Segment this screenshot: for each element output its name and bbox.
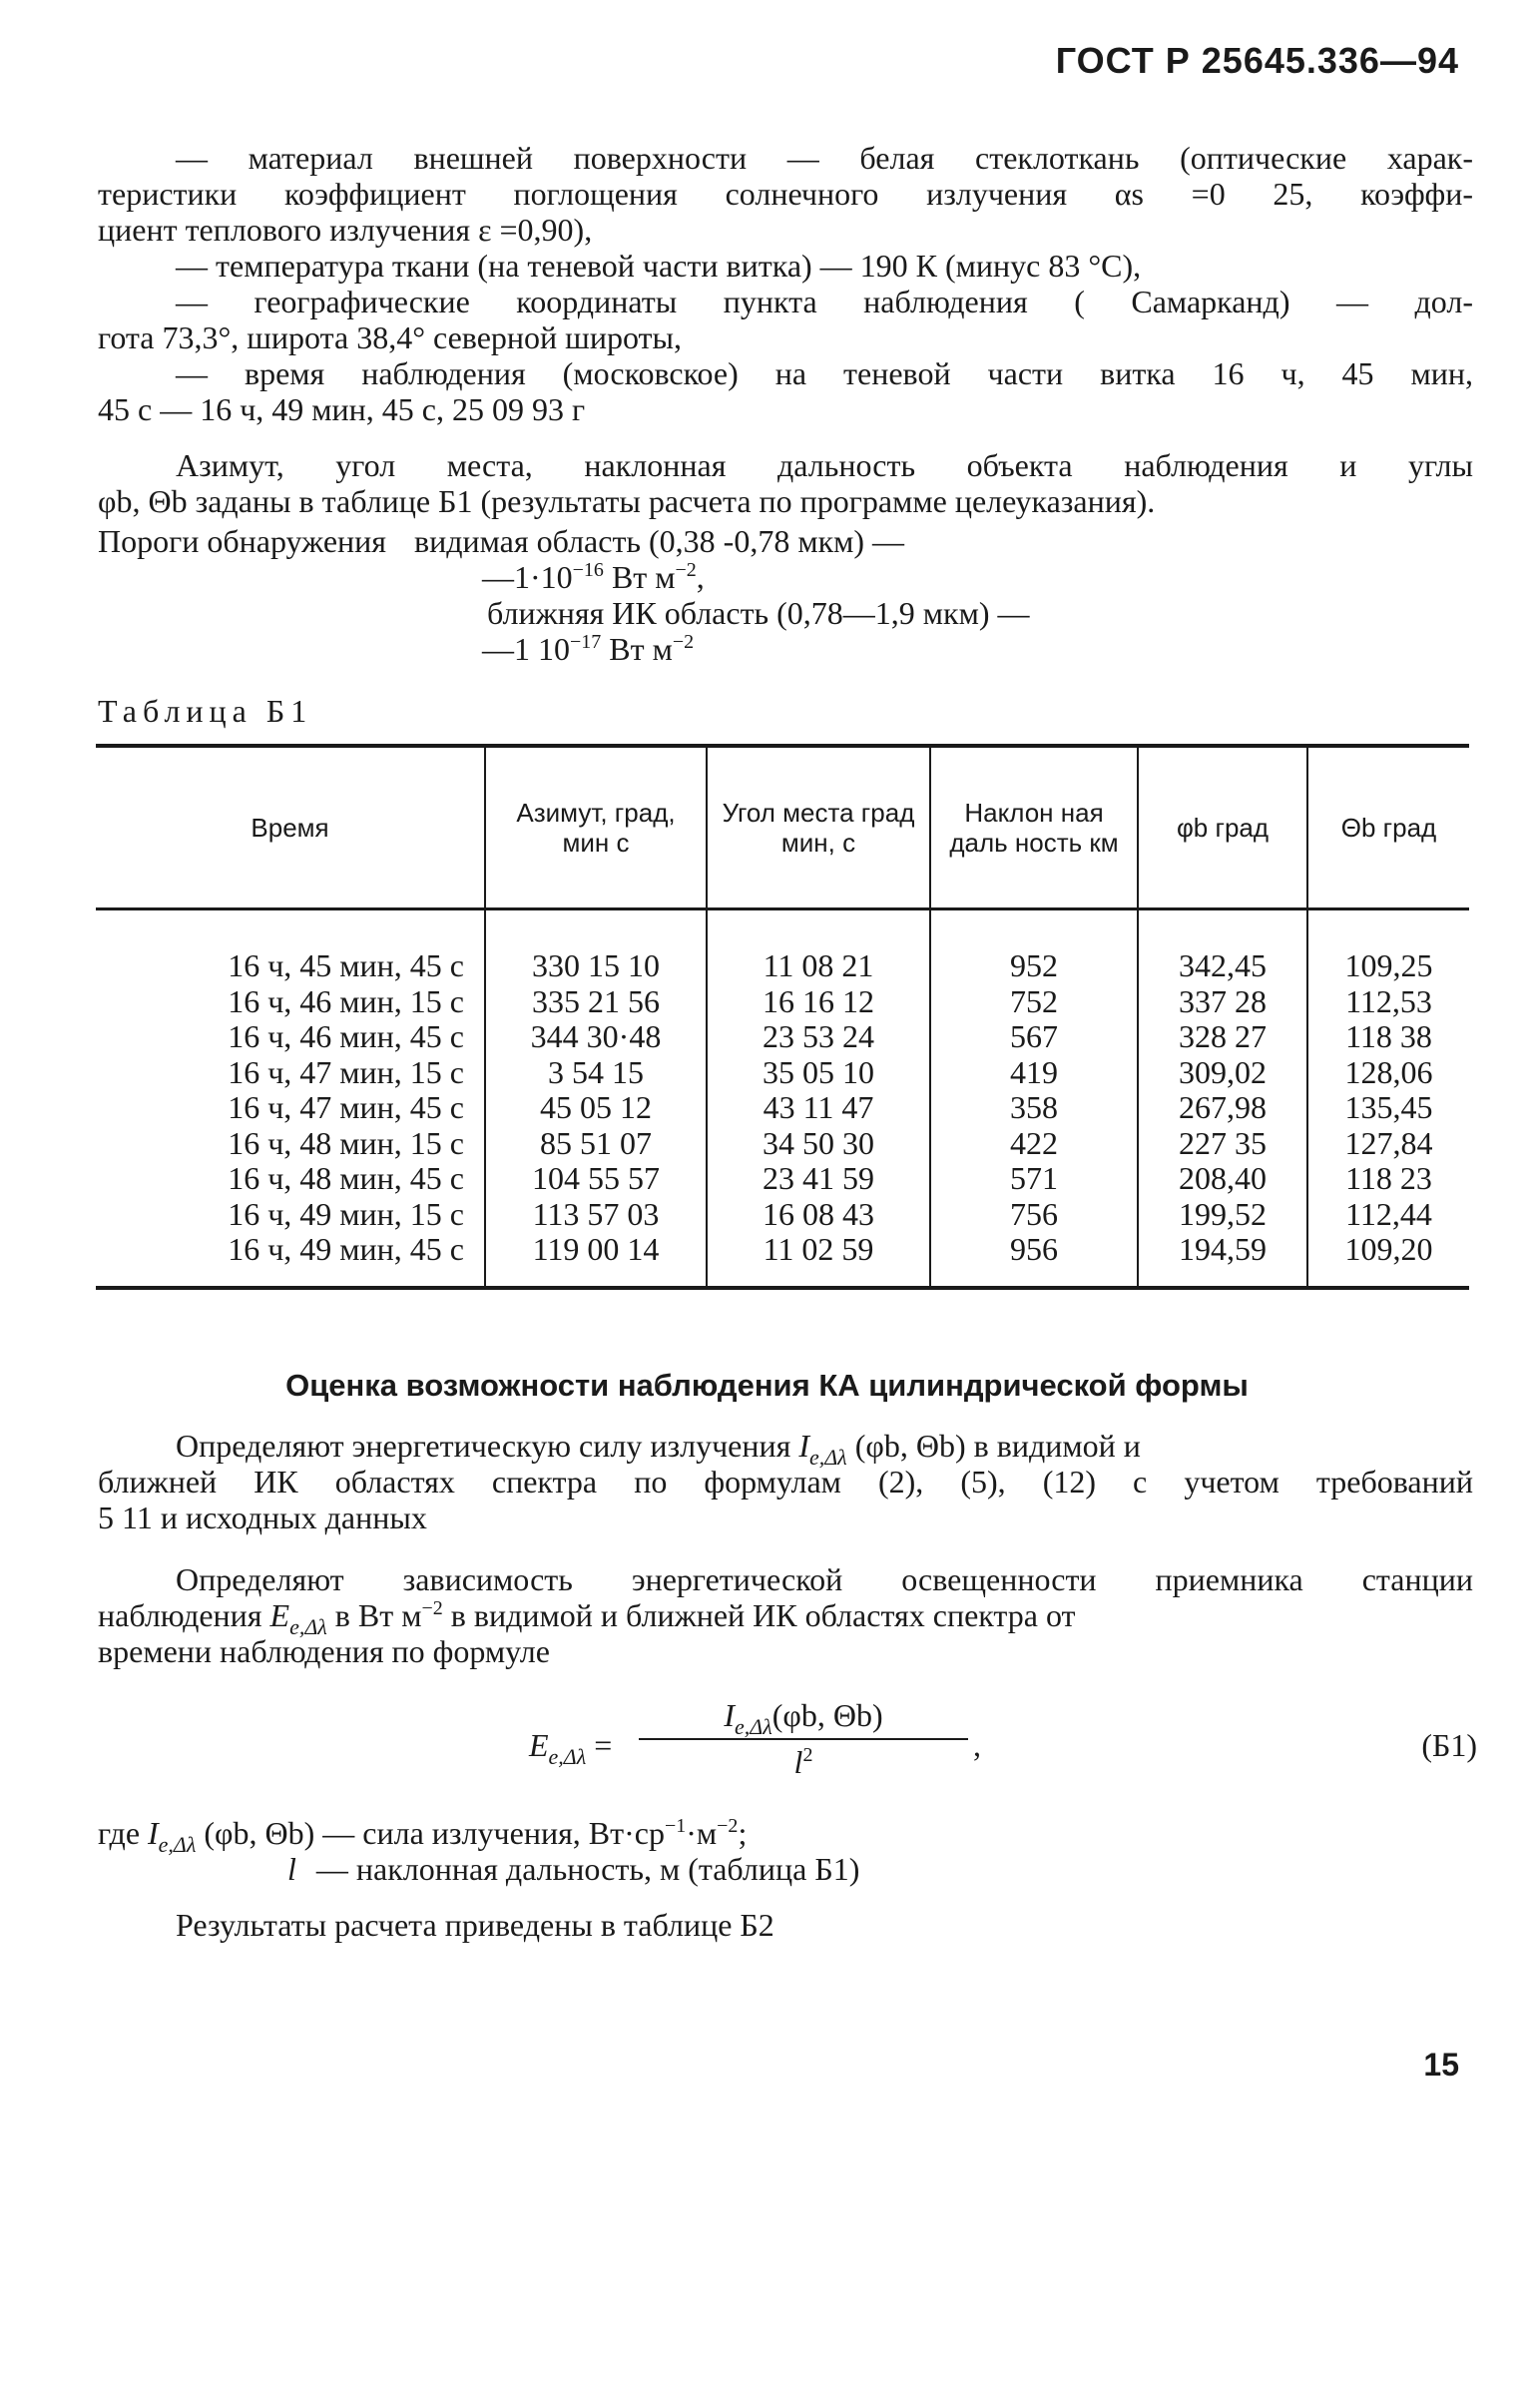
formula-fraction	[639, 1697, 968, 1781]
where-def2: — наклонная дальность, м (таблица Б1)	[315, 1851, 860, 1887]
table-row	[96, 1019, 1469, 1055]
header-range: Наклон ная даль ность км	[930, 746, 1138, 909]
intro-line: циент теплового излучения ε =0,90),	[98, 212, 593, 248]
table-row	[96, 1090, 1469, 1126]
where-definitions: где $I_{e,\Delta\lambda}$ (φb, Θb) — сила излучения, $Вт\cdot ср^{-1}\cdot м^{-2}$; l — наклонная дальность, м (таблица Б1)	[98, 1815, 860, 1887]
equation-number: (Б1)	[1421, 1727, 1477, 1763]
p1-line: 5 11 и исходных данных	[98, 1500, 427, 1535]
p2-text-c: в видимой и ближней ИК областях спектра от	[450, 1597, 1076, 1633]
p2-text-a: наблюдения	[98, 1597, 262, 1633]
table-b1	[96, 744, 1469, 1290]
cell-theta: 109,20	[1307, 1232, 1469, 1288]
cell-elevation: 11 08 21	[707, 909, 930, 984]
thresholds-label: Пороги обнаружения	[98, 523, 386, 559]
intro-line: 45 с — 16 ч, 49 мин, 45 с, 25 09 93 г	[98, 391, 586, 427]
cell-theta: 135,45	[1307, 1090, 1469, 1126]
cell-azimuth: 344 30·48	[485, 1019, 707, 1055]
cell-time: 16 ч, 48 мин, 15 с	[228, 1124, 464, 1161]
cell-elevation: 34 50 30	[707, 1126, 930, 1162]
threshold-unit-exp: −2	[672, 631, 695, 653]
cell-time: 16 ч, 47 мин, 15 с	[228, 1053, 464, 1090]
cell-time: 16 ч, 49 мин, 15 с	[228, 1195, 464, 1232]
cell-elevation: 23 41 59	[707, 1161, 930, 1197]
nir-threshold-value: —1 10	[482, 631, 570, 667]
cell-elevation: 35 05 10	[707, 1055, 930, 1091]
cell-theta: 118 38	[1307, 1019, 1469, 1055]
intro-list	[98, 140, 1473, 427]
paragraph-illuminance	[98, 1561, 1473, 1669]
cell-phi: 328 27	[1138, 1019, 1307, 1055]
intro-line: гота 73,3°, широта 38,4° северной широты,	[98, 319, 682, 355]
header-time: Время	[96, 746, 485, 909]
cell-azimuth: 45 05 12	[485, 1090, 707, 1126]
cell-azimuth: 104 55 57	[485, 1161, 707, 1197]
threshold-unit-exp: −2	[675, 559, 697, 581]
result-note: Результаты расчета приведены в таблице Б2	[176, 1907, 774, 1943]
document-id: ГОСТ Р 25645.336—94	[1055, 40, 1459, 81]
illuminance-sub: e,Δλ	[289, 1614, 327, 1639]
table-row	[96, 1161, 1469, 1197]
section-title: Оценка возможности наблюдения КА цилиндрической формы	[285, 1368, 1249, 1403]
cell-phi: 342,45	[1138, 909, 1307, 984]
cell-theta: 127,84	[1307, 1126, 1469, 1162]
p1-line: ближней ИК областях спектра по формулам (2), (5), (12) с учетом требований	[98, 1464, 1473, 1500]
page-number: 15	[1423, 2047, 1459, 2083]
table-header-row	[96, 746, 1469, 909]
cell-range: 571	[930, 1161, 1138, 1197]
cell-phi: 309,02	[1138, 1055, 1307, 1091]
table-row	[96, 1055, 1469, 1091]
cell-time: 16 ч, 49 мин, 45 с	[228, 1231, 464, 1267]
table-row	[96, 1232, 1469, 1288]
formula-b1: $E_{e,\Delta\lambda}$ = $\frac{I_{e,\Delta\lambda}(\varphi b, \Theta b)}{l^2}$ , (Б1)	[529, 1697, 1477, 1780]
cell-azimuth: 3 54 15	[485, 1055, 707, 1091]
table-row	[96, 1197, 1469, 1233]
cell-phi: 267,98	[1138, 1090, 1307, 1126]
header-azimuth: Азимут, град, мин с	[485, 746, 707, 909]
intro-line: — температура ткани (на теневой части витка) — 190 К (минус 83 °С),	[176, 248, 1142, 284]
visible-range: видимая область (0,38 -0,78 мкм) —	[413, 523, 905, 559]
cell-time: 16 ч, 46 мин, 45 с	[228, 1018, 464, 1054]
cell-theta: 109,25	[1307, 909, 1469, 984]
table-row	[96, 1126, 1469, 1162]
table-row	[96, 984, 1469, 1020]
cell-range: 419	[930, 1055, 1138, 1091]
nir-threshold-exp: −17	[570, 631, 602, 653]
where-lead: где	[98, 1815, 141, 1851]
cell-phi: 337 28	[1138, 984, 1307, 1020]
cell-range: 358	[930, 1090, 1138, 1126]
where-def2-symbol: l	[287, 1851, 296, 1887]
formula-denominator: $l^2$	[793, 1744, 813, 1780]
header-theta: Θb град	[1307, 746, 1469, 909]
p1-text-a: Определяют энергетическую силу излучения	[176, 1428, 791, 1464]
azimuth-line: φb, Θb заданы в таблице Б1 (результаты расчета по программе целеуказания).	[98, 483, 1156, 519]
cell-elevation: 16 16 12	[707, 984, 930, 1020]
nir-range: ближняя ИК область (0,78—1,9 мкм) —	[487, 595, 1030, 631]
cell-range: 422	[930, 1126, 1138, 1162]
p1-text-b: в видимой и	[973, 1428, 1141, 1464]
p2-text-b: в Вт м	[334, 1597, 422, 1633]
cell-range: 756	[930, 1197, 1138, 1233]
cell-elevation: 43 11 47	[707, 1090, 930, 1126]
cell-phi: 194,59	[1138, 1232, 1307, 1288]
header-phi: φb град	[1138, 746, 1307, 909]
cell-azimuth: 113 57 03	[485, 1197, 707, 1233]
cell-phi: 208,40	[1138, 1161, 1307, 1197]
header-elevation: Угол места град мин, с	[707, 746, 930, 909]
thresholds	[98, 523, 1473, 667]
cell-theta: 112,53	[1307, 984, 1469, 1020]
illuminance-symbol: E	[269, 1597, 290, 1633]
cell-azimuth: 330 15 10	[485, 909, 707, 984]
p2-line: Определяют зависимость энергетической освещенности приемника станции	[176, 1561, 1473, 1597]
p2-line: времени наблюдения по формуле	[98, 1633, 550, 1669]
azimuth-line: Азимут, угол места, наклонная дальность объекта наблюдения и углы	[176, 447, 1473, 483]
intensity-args: (φb, Θb)	[854, 1428, 966, 1464]
intensity-sub: e,Δλ	[808, 1445, 847, 1470]
cell-time: 16 ч, 47 мин, 45 с	[228, 1089, 464, 1125]
cell-range: 956	[930, 1232, 1138, 1288]
cell-range: 952	[930, 909, 1138, 984]
intro-line: — материал внешней поверхности — белая стеклоткань (оптические харак-	[176, 140, 1473, 176]
visible-threshold-exp: −16	[572, 559, 604, 581]
cell-azimuth: 85 51 07	[485, 1126, 707, 1162]
visible-threshold-value: —1·10	[482, 559, 573, 595]
cell-theta: 118 23	[1307, 1161, 1469, 1197]
formula-lhs: E	[529, 1727, 549, 1763]
cell-theta: 128,06	[1307, 1055, 1469, 1091]
formula-numerator: $I_{e,\Delta\lambda}(\varphi b$, Θb)	[639, 1697, 968, 1740]
formula-comma: ,	[973, 1727, 981, 1763]
cell-range: 567	[930, 1019, 1138, 1055]
cell-time: 16 ч, 45 мин, 45 с	[228, 947, 464, 983]
cell-theta: 112,44	[1307, 1197, 1469, 1233]
cell-time: 16 ч, 46 мин, 15 с	[228, 982, 464, 1019]
paragraph-intensity	[98, 1428, 1473, 1535]
table-row	[96, 909, 1469, 984]
cell-time: 16 ч, 48 мин, 45 с	[228, 1160, 464, 1196]
cell-azimuth: 335 21 56	[485, 984, 707, 1020]
table-caption: Таблица Б1	[98, 693, 313, 729]
cell-elevation: 16 08 43	[707, 1197, 930, 1233]
cell-elevation: 11 02 59	[707, 1232, 930, 1288]
azimuth-paragraph	[98, 447, 1473, 519]
intensity-symbol: I	[798, 1428, 809, 1464]
where-def1: (φb, Θb) — сила излучения, Вт·ср	[204, 1815, 665, 1851]
threshold-unit: Вт м	[611, 559, 676, 595]
visible-threshold-tail: ,	[696, 559, 705, 595]
cell-range: 752	[930, 984, 1138, 1020]
threshold-unit: Вт м	[609, 631, 673, 667]
intro-line: — географические координаты пункта наблюдения ( Самарканд) — дол-	[176, 284, 1473, 319]
cell-elevation: 23 53 24	[707, 1019, 930, 1055]
formula-lhs-sub: e,Δλ	[548, 1744, 587, 1769]
intro-line: — время наблюдения (московское) на теневой части витка 16 ч, 45 мин,	[176, 355, 1473, 391]
cell-phi: 199,52	[1138, 1197, 1307, 1233]
cell-phi: 227 35	[1138, 1126, 1307, 1162]
cell-azimuth: 119 00 14	[485, 1232, 707, 1288]
p2-unit-exp: −2	[421, 1597, 443, 1619]
intro-line: теристики коэффициент поглощения солнечного излучения αs =0 25, коэффи-	[98, 176, 1473, 212]
